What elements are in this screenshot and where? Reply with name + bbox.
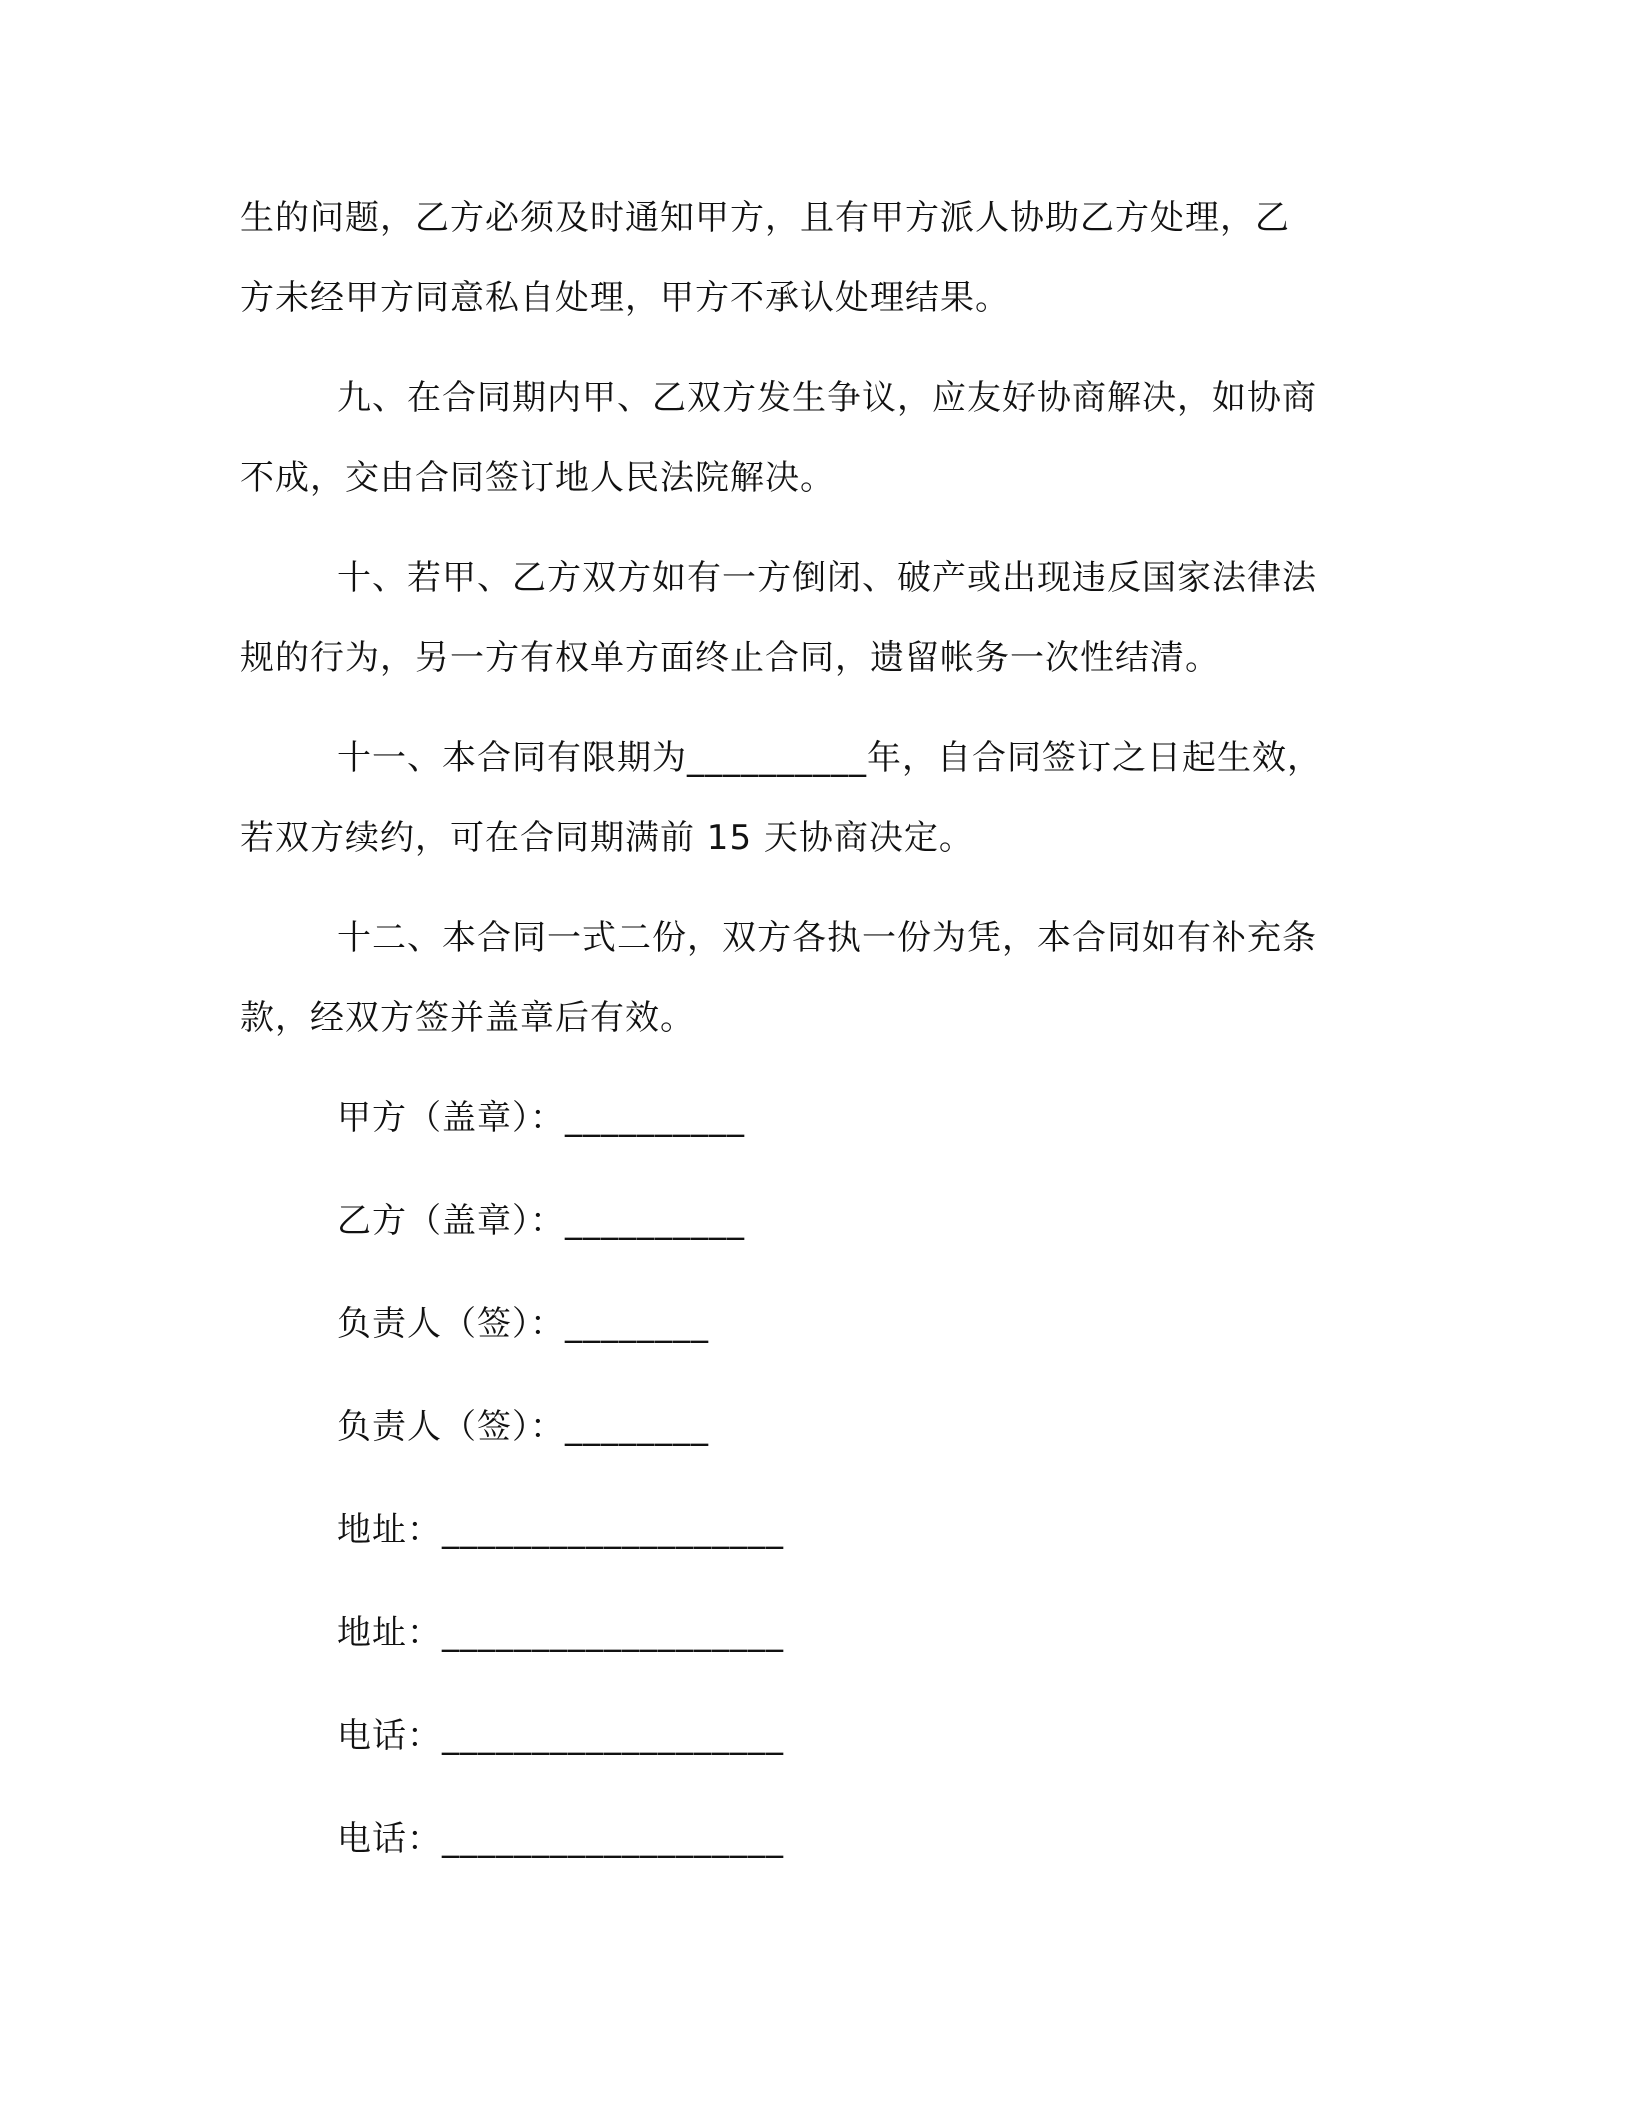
clause-12 [240,898,1380,1058]
party-b-address-line: 地址：___________________ [337,1613,784,1653]
party-a-responsible-sign-line: 负责人（签）：________ [337,1304,709,1344]
paragraph-line: 若双方续约，可在合同期满前 15 天协商决定。 [240,818,974,858]
party-b-responsible-sign-line: 负责人（签）：________ [337,1407,709,1447]
clause-9 [240,358,1380,518]
paragraph-line: 款，经双方签并盖章后有效。 [240,998,695,1038]
clause-11 [240,718,1380,878]
paragraph-line: 不成，交由合同签订地人民法院解决。 [240,458,835,498]
party-a-address-line: 地址：___________________ [337,1510,784,1550]
paragraph-line: 生的问题，乙方必须及时通知甲方，且有甲方派人协助乙方处理，乙 [240,198,1290,238]
party-a-phone-line: 电话：___________________ [337,1716,784,1756]
paragraph-line: 十、若甲、乙方双方如有一方倒闭、破产或出现违反国家法律法 [337,558,1317,598]
paragraph-line: 九、在合同期内甲、乙双方发生争议，应友好协商解决，如协商 [337,378,1317,418]
party-b-seal-line: 乙方（盖章）：__________ [337,1201,745,1241]
paragraph-line: 十一、本合同有限期为__________年，自合同签订之日起生效， [337,738,1322,778]
paragraph-line: 十二、本合同一式二份，双方各执一份为凭，本合同如有补充条 [337,918,1317,958]
clause-10 [240,538,1380,698]
party-b-phone-line: 电话：___________________ [337,1819,784,1859]
paragraph-line: 方未经甲方同意私自处理，甲方不承认处理结果。 [240,278,1010,318]
party-a-seal-line: 甲方（盖章）：__________ [337,1098,745,1138]
paragraph-continuation [240,178,1380,338]
paragraph-line: 规的行为，另一方有权单方面终止合同，遗留帐务一次性结清。 [240,638,1220,678]
